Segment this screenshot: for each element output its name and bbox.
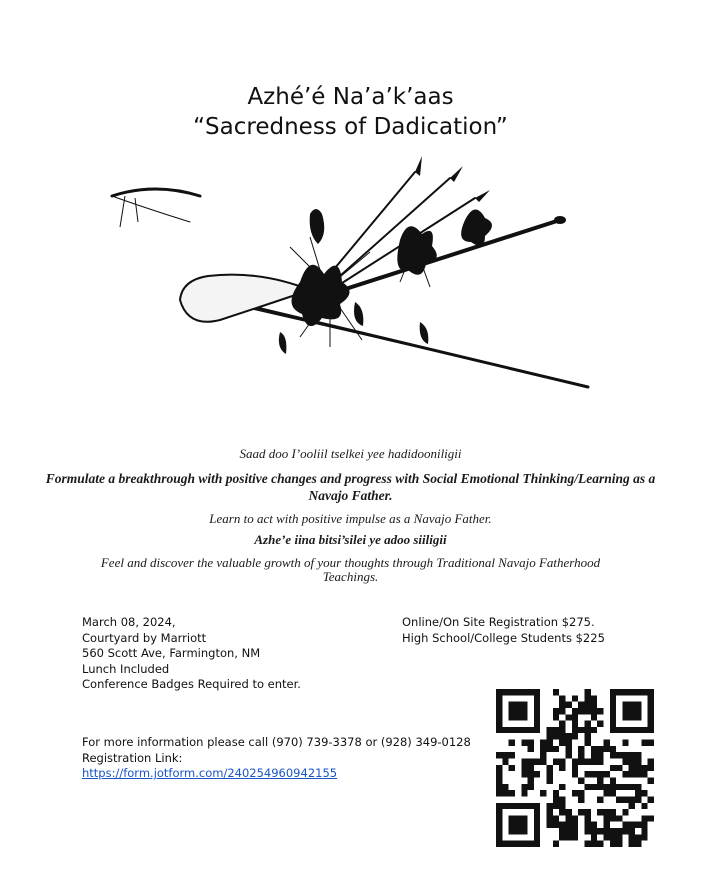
event-address: 560 Scott Ave, Farmington, NM	[82, 646, 261, 660]
qr-code-icon[interactable]	[496, 689, 654, 847]
page-subtitle: “Sacredness of Dadication”	[193, 114, 508, 140]
student-price: High School/College Students $225	[402, 630, 605, 645]
contact-info: For more information please call (970) 739-3378 or (928) 349-0128	[82, 735, 471, 749]
registration-price: Online/On Site Registration $275.	[402, 615, 595, 629]
tagline-growth: Feel and discover the valuable growth of your thoughts through Traditional Navajo Fatherhood Teachings.	[100, 555, 601, 584]
tagline-impulse: Learn to act with positive impulse as a Navajo Father.	[209, 511, 492, 526]
event-venue: Courtyard by Marriott	[82, 630, 207, 645]
page-title: Azhé’é Na’a’k’aas	[247, 84, 454, 110]
registration-label: Registration Link:	[82, 750, 183, 765]
navajo-phrase-1: Saad doo I’ooliil tselkei yee hadidooniligii	[239, 446, 462, 461]
bow-arrows-club-feathers-illustration	[100, 152, 600, 397]
event-date: March 08, 2024,	[82, 615, 176, 629]
pricing-details	[402, 615, 605, 646]
event-lunch: Lunch Included	[82, 661, 170, 676]
event-badges: Conference Badges Required to enter.	[82, 677, 301, 691]
navajo-phrase-2: Azhe’e iina bitsi’silei ye adoo siiligii	[254, 532, 447, 547]
contact-details	[82, 735, 471, 782]
tagline-bold: Formulate a breakthrough with positive changes and progress with Social Emotional Thinking/Learning as a Navajo Father.	[45, 471, 656, 503]
registration-link[interactable]: https://form.jotform.com/240254960942155	[82, 766, 338, 780]
event-details	[82, 615, 301, 693]
